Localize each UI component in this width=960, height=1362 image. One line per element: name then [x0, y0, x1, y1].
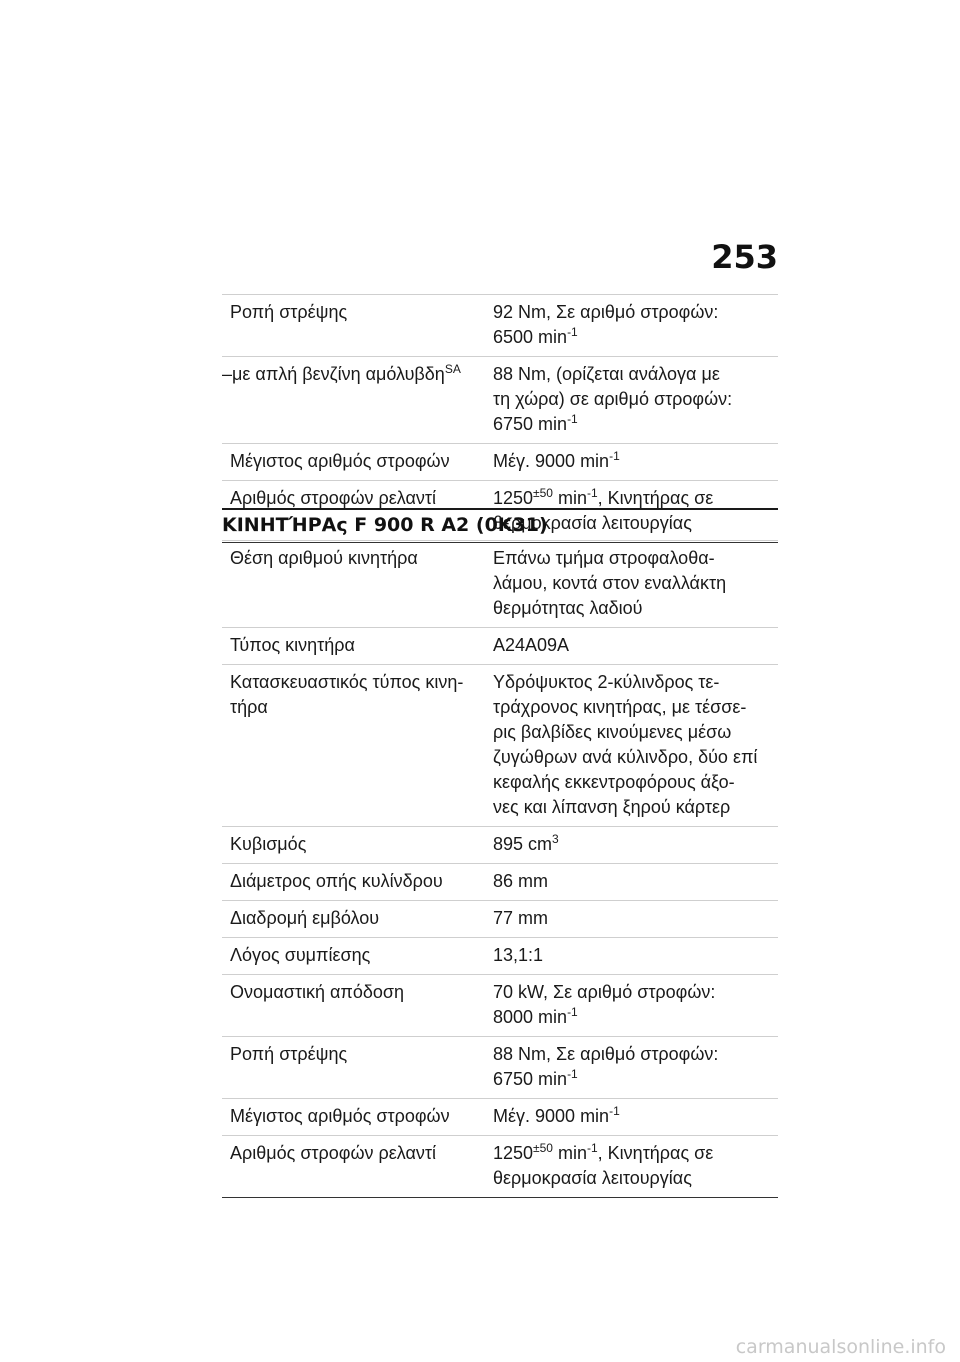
spec-value: $1250^{\pm 50}$ $\min^{-1}$, Κινητήρας σε θερμοκρασία λειτουργίας [493, 1141, 714, 1188]
spec-value: $1250^{\pm 50}$ $\min^{-1}$, Κινητήρας σε θερμοκρασία λειτουργίας [493, 486, 714, 533]
spec-value: 70 kW, Σε αριθμό στροφών: 8000 $\min^{-1}$ [493, 982, 716, 1027]
spec-value: 77 mm [493, 908, 549, 928]
table-row [222, 864, 778, 901]
sa-marker: SA [444, 362, 461, 376]
spec-value: 92 Nm, Σε αριθμό στροφών: 6500 $\min^{-1}$ [493, 302, 719, 347]
spec-value: 13,1:1 [493, 945, 544, 965]
spec-label: Διαδρομή εμβόλου [230, 908, 380, 928]
table-row [222, 1037, 778, 1099]
spec-value: 88 Nm, (ορίζεται ανάλογα με τη χώρα) σε αριθμό στροφών: 6750 $\min^{-1}$ [493, 364, 733, 434]
spec-value: Επάνω τμήμα στροφαλοθα- λάμου, κοντά στον εναλλάκτη θερμότητας λαδιού [493, 548, 727, 618]
table-row [222, 294, 778, 357]
spec-label: Ροπή στρέψης [230, 1044, 348, 1064]
table-row [222, 628, 778, 665]
page-number: 253 [711, 238, 778, 276]
spec-label: Μέγιστος αριθμός στροφών [230, 1106, 450, 1126]
spec-label: Θέση αριθμού κινητήρα [230, 548, 418, 568]
spec-label: Αριθμός στροφών ρελαντί [230, 1143, 437, 1163]
watermark: carmanualsonline.info [735, 1336, 946, 1358]
table-row [222, 938, 778, 975]
spec-value: Μέγ. 9000 $\min^{-1}$ [493, 1104, 620, 1126]
table-row [222, 827, 778, 864]
section-title: ΚΙΝΗΤΉΡΑς F 900 R A2 (0K31) [222, 508, 778, 536]
spec-label: Διάμετρος οπής κυλίνδρου [230, 871, 443, 891]
table-row [222, 540, 778, 628]
table-row [222, 444, 778, 481]
spec-label: Ροπή στρέψης [230, 302, 348, 322]
spec-label: –με απλή βενζίνη αμόλυβδη$^{SA}$ [222, 362, 461, 384]
spec-label: Κυβισμός [230, 834, 307, 854]
table-row [222, 357, 778, 444]
spec-table-bottom [222, 540, 778, 1198]
table-row [222, 665, 778, 827]
table-row [222, 1099, 778, 1136]
spec-label: Τύπος κινητήρα [230, 635, 355, 655]
spec-value: 86 mm [493, 871, 549, 891]
spec-label: Ονομαστική απόδοση [230, 982, 405, 1002]
spec-label: Αριθμός στροφών ρελαντί [230, 488, 437, 508]
spec-value: Υδρόψυκτος 2-κύλινδρος τε- τράχρονος κινητήρας, με τέσσε- ρις βαλβίδες κινούμενες μέσω ζυγώθρων ανά κύλινδρο, δύο επί κεφαλής εκκεντροφόρους άξο- νες και λίπανση ξηρού κάρτερ [493, 672, 758, 817]
table-row [222, 1136, 778, 1198]
dash-marker: – [222, 364, 233, 384]
spec-table-top [222, 294, 778, 543]
table-row [222, 975, 778, 1037]
spec-label: Μέγιστος αριθμός στροφών [230, 451, 450, 471]
spec-label: Κατασκευαστικός τύπος κινη- τήρα [230, 672, 464, 717]
table-row [222, 901, 778, 938]
spec-value: A24A09A [493, 635, 570, 655]
spec-value: Μέγ. 9000 $\min^{-1}$ [493, 449, 620, 471]
spec-value: 88 Nm, Σε αριθμό στροφών: 6750 $\min^{-1}$ [493, 1044, 719, 1089]
spec-label: Λόγος συμπίεσης [230, 945, 371, 965]
spec-value: 895 $cm^3$ [493, 832, 559, 854]
